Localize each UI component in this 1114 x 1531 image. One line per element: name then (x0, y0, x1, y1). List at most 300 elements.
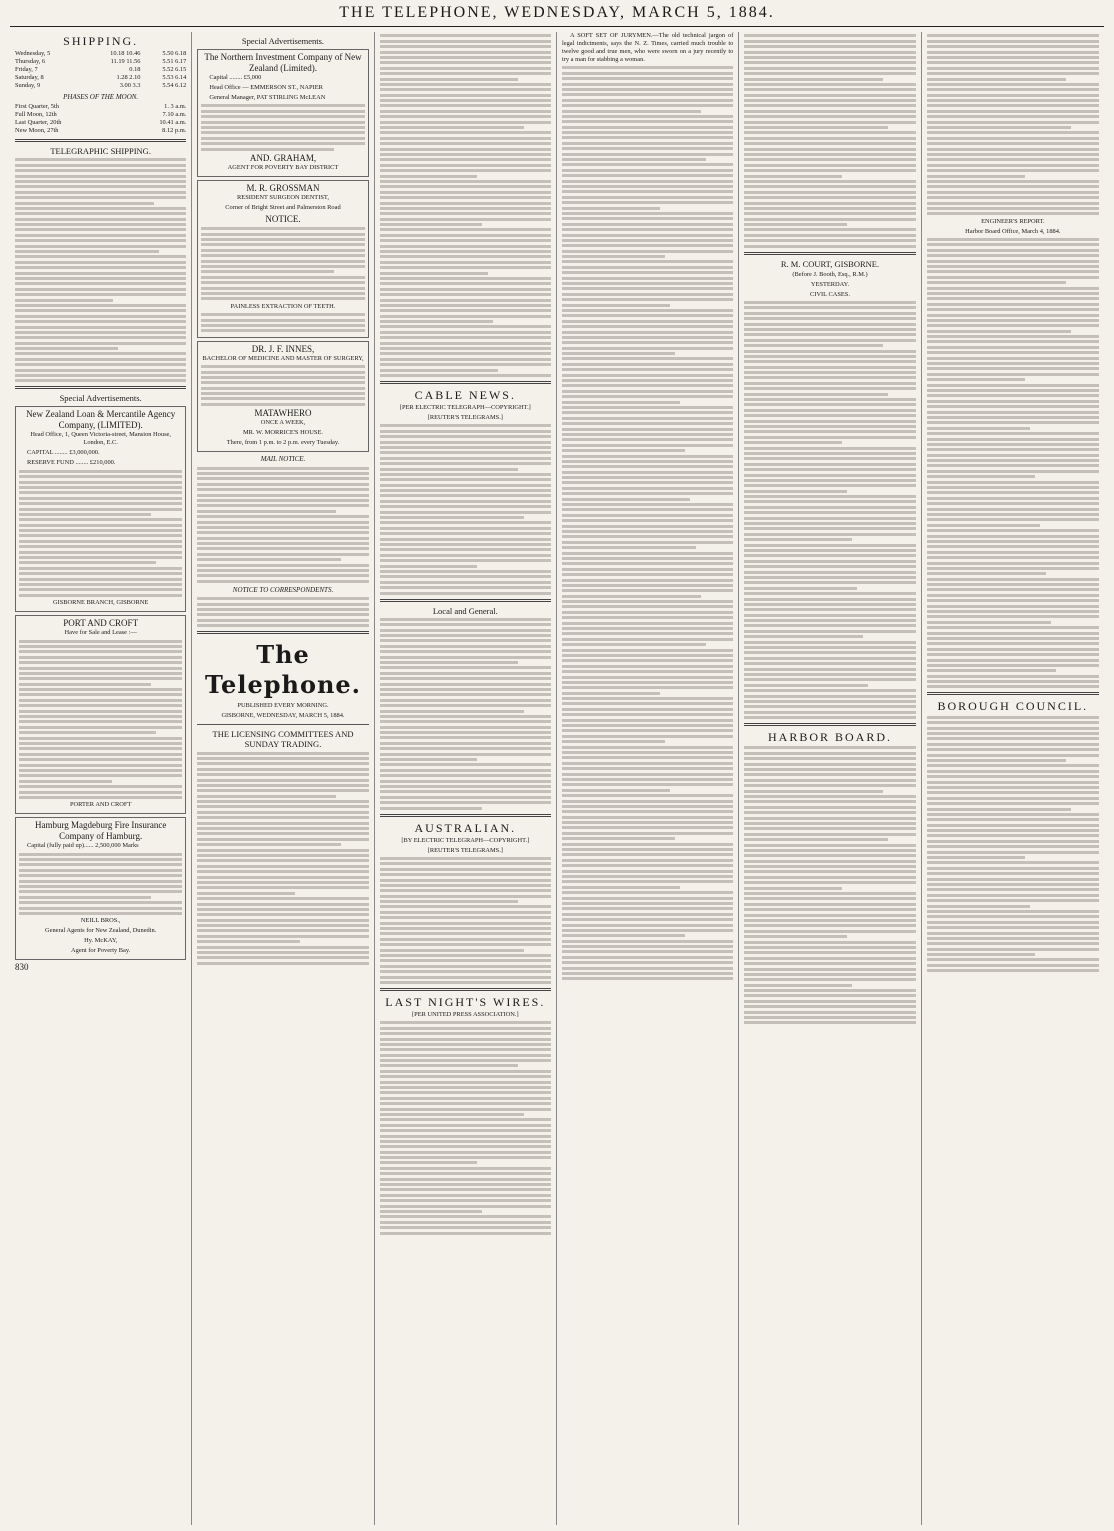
text-line (744, 511, 915, 514)
text-line (927, 524, 1041, 527)
text-line (15, 309, 186, 312)
text-line (562, 853, 733, 856)
text-line (201, 227, 364, 230)
telephone-logo: The Telephone. (204, 640, 362, 700)
text-line (19, 513, 151, 516)
nz-loan-ad (15, 406, 186, 612)
text-line (927, 340, 1099, 343)
text-line (197, 962, 368, 965)
text-line (927, 78, 1067, 81)
text-line (927, 664, 1099, 667)
text-line (927, 110, 1099, 113)
text-line (744, 94, 915, 97)
text-line (562, 697, 733, 700)
text-line (927, 721, 1099, 724)
text-line (380, 288, 551, 291)
text-line (380, 218, 551, 221)
text-line (744, 779, 915, 782)
text-line (562, 778, 733, 781)
text-line (562, 255, 665, 258)
text-line (380, 45, 551, 48)
text-line (927, 126, 1072, 129)
text-line (562, 519, 733, 522)
jurymen-paragraph: A SOFT SET OF JURYMEN.—The old technical jargon of legal indictments, says the N. Z. Times, carried much trouble to twelve good and true men, who were sworn on a jury recently to try a man for stabbing a woman. (561, 32, 734, 63)
text-line (562, 579, 733, 582)
text-line (380, 715, 551, 718)
text-line (15, 288, 186, 291)
text-line (744, 409, 915, 412)
text-line (927, 276, 1099, 279)
text-line (562, 201, 733, 204)
column-3: CABLE NEWS. [PER ELECTRIC TELEGRAPH—COPYRIGHT.] [REUTER'S TELEGRAMS.] Local and General. AUSTRALIAN. [BY ELECTRIC TELEGRAPH—COPYRIGHT.] [REUTER'S TELEGRAMS.] LAST NIGHT'S WIRES. [PER UNITED PRESS ASSOCIATION.] (375, 32, 557, 1525)
text-line (927, 834, 1099, 837)
text-line (380, 484, 551, 487)
text-line (197, 795, 336, 798)
text-line (562, 266, 733, 269)
text-line (927, 910, 1099, 913)
text-line (201, 142, 364, 145)
text-line (562, 670, 733, 673)
text-line (19, 758, 182, 761)
text-line (19, 863, 182, 866)
text-line (744, 951, 915, 954)
text-line (19, 764, 182, 767)
text-line (927, 899, 1099, 902)
text-line (744, 110, 915, 113)
text-line (562, 465, 733, 468)
text-line (380, 516, 524, 519)
text-line (380, 758, 478, 761)
text-line (562, 417, 733, 420)
text-line (562, 234, 733, 237)
text-line (380, 565, 478, 568)
text-line (927, 556, 1099, 559)
text-line (19, 780, 112, 783)
text-line (15, 180, 186, 183)
text-line (197, 499, 368, 502)
text-line (19, 715, 182, 718)
text-line (197, 832, 368, 835)
text-line (562, 158, 706, 161)
text-line (562, 455, 733, 458)
special-advertisements-heading-2: Special Advertisements. (241, 36, 325, 46)
text-line (744, 527, 915, 530)
text-line (380, 879, 551, 882)
text-line (562, 729, 733, 732)
text-line (744, 554, 915, 557)
text-line (380, 1135, 551, 1138)
text-line (380, 1129, 551, 1132)
text-line (927, 416, 1099, 419)
text-line (380, 710, 524, 713)
text-line (927, 545, 1099, 548)
text-line (380, 473, 551, 476)
text-line (15, 196, 186, 199)
text-line (744, 946, 915, 949)
text-line (562, 929, 733, 932)
text-line (380, 325, 551, 328)
text-line (744, 223, 847, 226)
text-line (15, 358, 186, 361)
text-line (927, 648, 1099, 651)
text-line (744, 436, 915, 439)
text-line (744, 468, 915, 471)
text-line (562, 961, 733, 964)
tide-row: Thursday, 6 11.19 11.56 5.51 6.17 (15, 58, 187, 65)
text-line (744, 827, 915, 830)
moon-row: Last Quarter, 20th 10.41 a.m. (15, 119, 187, 126)
text-line (380, 575, 551, 578)
text-line (197, 897, 368, 900)
text-line (927, 685, 1099, 688)
text-line (201, 104, 364, 107)
text-line (744, 490, 847, 493)
text-line (927, 813, 1099, 816)
text-line (201, 329, 364, 332)
text-line (744, 763, 915, 766)
text-line (744, 218, 915, 221)
text-line (197, 510, 336, 513)
text-line (744, 99, 915, 102)
text-line (19, 912, 182, 915)
text-line (19, 683, 151, 686)
text-line (15, 293, 186, 296)
text-line (927, 191, 1099, 194)
text-line (562, 260, 733, 263)
text-line (562, 740, 665, 743)
text-line (744, 935, 847, 938)
text-line (744, 700, 915, 703)
text-line (380, 581, 551, 584)
text-line (562, 374, 733, 377)
text-line (380, 1161, 478, 1164)
text-line (744, 447, 915, 450)
text-line (380, 1194, 551, 1197)
text-line (380, 774, 551, 777)
text-line (19, 524, 182, 527)
text-line (197, 547, 368, 550)
text-line (927, 497, 1099, 500)
text-line (562, 508, 733, 511)
text-line (19, 572, 182, 575)
text-line (380, 1151, 551, 1154)
text-line (19, 540, 182, 543)
text-line (380, 180, 551, 183)
text-line (927, 88, 1099, 91)
cable-heading: CABLE NEWS. (414, 388, 516, 402)
text-line (380, 527, 551, 530)
text-line (380, 1140, 551, 1143)
text-line (927, 297, 1099, 300)
text-line (562, 228, 733, 231)
text-line (562, 956, 733, 959)
text-line (19, 774, 182, 777)
text-line (562, 622, 733, 625)
text-line (927, 508, 1099, 511)
local-general-heading: Local and General. (432, 605, 498, 616)
text-line (927, 743, 1099, 746)
text-line (927, 270, 1099, 273)
text-line (927, 621, 1051, 624)
text-line (19, 661, 182, 664)
text-line (927, 605, 1099, 608)
text-line (201, 126, 364, 129)
text-line (562, 88, 733, 91)
text-line (562, 320, 733, 323)
hamburg-ad: Hamburg Magdeburg Fire Insurance Company of Hamburg. Capital (fully paid up)...... 2,500,000 Marks NEILL BROS., General Agents for New Zealand, Dunedin. Hy. McKAY, Agent for Poverty Bay. (15, 817, 186, 960)
text-line (197, 822, 368, 825)
text-line (744, 328, 915, 331)
text-line (380, 131, 551, 134)
text-line (744, 881, 915, 884)
text-line (197, 773, 368, 776)
text-line (744, 126, 888, 129)
text-line (744, 463, 915, 466)
text-line (197, 784, 368, 787)
text-line (744, 903, 915, 906)
text-line (380, 943, 551, 946)
text-line (562, 967, 733, 970)
innes-ad: DR. J. F. INNES, BACHELOR OF MEDICINE AND MASTER OF SURGERY, MATAWHERO ONCE A WEEK, MR. W. MORRICE'S HOUSE. There, from 1 p.m. to 2 p.m. every Tuesday. (197, 341, 368, 453)
text-line (927, 175, 1025, 178)
text-line (562, 481, 733, 484)
text-line (562, 897, 733, 900)
text-line (927, 61, 1099, 64)
text-line (380, 424, 551, 427)
text-line (744, 169, 915, 172)
text-line (197, 805, 368, 808)
text-line (744, 752, 915, 755)
text-line (15, 202, 154, 205)
text-line (197, 876, 368, 879)
text-line (15, 266, 186, 269)
text-line (197, 580, 368, 583)
text-line (19, 896, 151, 899)
text-line (927, 486, 1099, 489)
text-line (380, 245, 551, 248)
text-line (19, 677, 182, 680)
text-line (562, 837, 675, 840)
page-number: 830 (15, 962, 29, 973)
text-line (197, 515, 368, 518)
grossman-ad: M. R. GROSSMAN RESIDENT SURGEON DENTIST, Corner of Bright Street and Palmerston Road NOTICE. PAINLESS EXTRACTION OF TEETH. (197, 180, 368, 338)
text-line (380, 223, 483, 226)
text-line (380, 1038, 551, 1041)
text-line (380, 862, 551, 865)
text-line (19, 731, 156, 734)
text-line (562, 934, 685, 937)
text-line (380, 726, 551, 729)
text-line (744, 45, 915, 48)
text-line (380, 548, 551, 551)
column-5: R. M. COURT, GISBORNE. (Before J. Booth, Esq., R.M.) YESTERDAY. CIVIL CASES. HARBOR BOARD. (739, 32, 921, 1525)
text-line (744, 371, 915, 374)
text-line (380, 61, 551, 64)
text-line (562, 422, 733, 425)
text-line (19, 693, 182, 696)
text-line (744, 603, 915, 606)
text-line (380, 629, 551, 632)
text-line (380, 623, 551, 626)
text-line (19, 791, 182, 794)
text-line (744, 538, 852, 541)
text-line (562, 428, 733, 431)
text-line (380, 807, 483, 810)
hamburg-title: Hamburg Magdeburg Fire Insurance Company of Hamburg. (34, 820, 167, 842)
moon-row: Full Moon, 12th 7.10 a.m. (15, 111, 187, 118)
text-line (380, 126, 524, 129)
text-line (380, 736, 551, 739)
text-line (744, 930, 915, 933)
text-line (927, 883, 1099, 886)
text-line (19, 545, 182, 548)
text-line (927, 367, 1099, 370)
text-line (380, 67, 551, 70)
text-line (15, 218, 186, 221)
text-line (380, 511, 551, 514)
text-line (927, 389, 1099, 392)
text-line (562, 589, 733, 592)
text-line (15, 336, 186, 339)
text-line (927, 905, 1030, 908)
text-line (380, 672, 551, 675)
text-line (927, 148, 1099, 151)
text-line (562, 449, 685, 452)
text-line (19, 491, 182, 494)
text-line (380, 543, 551, 546)
text-line (380, 304, 551, 307)
text-line (744, 420, 915, 423)
text-line (562, 131, 733, 134)
text-line (927, 287, 1099, 290)
text-line (927, 669, 1056, 672)
text-line (927, 818, 1099, 821)
text-line (744, 806, 915, 809)
licensing-body (197, 752, 368, 965)
text-line (744, 339, 915, 342)
text-line (562, 217, 733, 220)
text-line (927, 888, 1099, 891)
text-line (927, 786, 1099, 789)
text-line (562, 331, 733, 334)
text-line (744, 61, 915, 64)
text-line (562, 341, 733, 344)
text-line (380, 115, 551, 118)
text-line (201, 276, 364, 279)
text-line (380, 1210, 483, 1213)
text-line (380, 634, 551, 637)
text-line (380, 1081, 551, 1084)
text-line (927, 432, 1099, 435)
text-line (380, 347, 551, 350)
text-line (19, 769, 182, 772)
text-line (562, 848, 733, 851)
text-line (744, 684, 867, 687)
text-line (197, 843, 341, 846)
text-line (927, 121, 1099, 124)
text-line (15, 185, 186, 188)
text-line (562, 800, 733, 803)
text-line (744, 67, 915, 70)
text-line (201, 371, 364, 374)
text-line (744, 695, 915, 698)
page-title: THE TELEPHONE, WEDNESDAY, MARCH 5, 1884. (339, 4, 775, 21)
telegraphic-body (15, 158, 186, 382)
text-line (562, 913, 733, 916)
text-line (562, 196, 733, 199)
text-line (562, 223, 733, 226)
text-line (19, 874, 182, 877)
text-line (927, 464, 1099, 467)
text-line (927, 400, 1099, 403)
text-line (562, 611, 733, 614)
text-line (562, 859, 733, 862)
text-line (197, 608, 368, 611)
text-line (927, 637, 1099, 640)
text-line (197, 929, 368, 932)
text-line (562, 864, 733, 867)
text-line (19, 720, 182, 723)
text-line (380, 965, 551, 968)
text-line (562, 476, 733, 479)
text-line (380, 1091, 551, 1094)
text-line (380, 462, 551, 465)
text-line (562, 147, 733, 150)
text-line (744, 838, 888, 841)
text-line (201, 110, 364, 113)
text-line (927, 932, 1099, 935)
text-line (380, 110, 551, 113)
newspaper-columns (10, 32, 1104, 1525)
text-line (19, 785, 182, 788)
text-line (562, 616, 733, 619)
text-line (744, 398, 915, 401)
text-line (744, 137, 915, 140)
text-line (562, 816, 733, 819)
text-line (197, 838, 368, 841)
text-line (19, 737, 182, 740)
text-line (744, 430, 915, 433)
text-line (927, 845, 1099, 848)
text-line (744, 746, 915, 749)
text-line (927, 378, 1025, 381)
text-line (19, 656, 182, 659)
text-line (19, 594, 182, 597)
text-line (380, 1178, 551, 1181)
text-line (15, 331, 186, 334)
text-line (19, 502, 182, 505)
text-line (927, 243, 1099, 246)
text-line (380, 1118, 551, 1121)
text-line (927, 303, 1099, 306)
text-line (380, 282, 551, 285)
text-line (744, 484, 915, 487)
text-line (927, 802, 1099, 805)
text-line (380, 538, 551, 541)
harbor-board-heading: HARBOR BOARD. (767, 730, 892, 745)
text-line (197, 467, 368, 470)
text-line (380, 949, 524, 952)
text-line (562, 907, 733, 910)
text-line (744, 366, 915, 369)
text-line (197, 859, 368, 862)
text-line (15, 272, 186, 275)
text-line (201, 387, 364, 390)
text-line (562, 783, 733, 786)
text-line (380, 40, 551, 43)
shipping-heading: SHIPPING. (63, 34, 139, 48)
text-line (927, 653, 1099, 656)
